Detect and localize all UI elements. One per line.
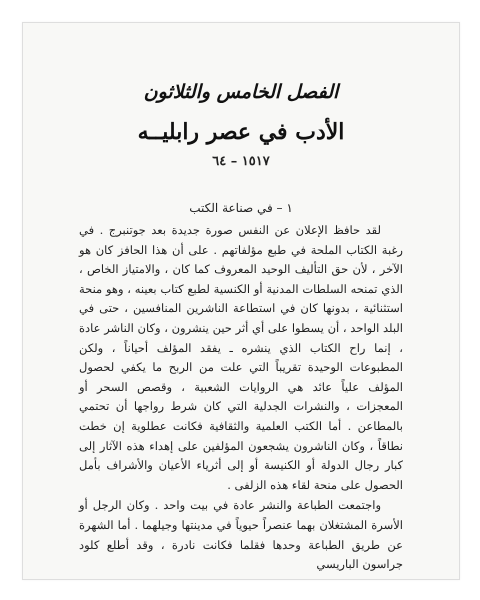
chapter-years: ١٥١٧ – ٦٤	[212, 154, 270, 169]
body-text	[79, 221, 403, 575]
section-heading: ١ – في صناعة الكتب	[189, 201, 293, 215]
paragraph: واجتمعت الطباعة والنشر عادة في بيت واحد . وكان الرجل أو الأسرة المشتغلان بهما عنصراً حيوياً في مدينتها وجيلهما . أما الشهرة عن طريق الطباعة وحدها فقلما فكانت نادرة ، وقد أطلع كلود جراسون الباريسي	[79, 498, 403, 572]
paragraph: لقد حافظ الإعلان عن النفس صورة جديدة بعد جوتنبرج . في رغبة الكتاب الملحة في طبع مؤلفاتهم . على أن هذا الحافز كان هو الآخر ، لأن حق التأليف الوحيد المعروف كما كان ، والامتياز الخاص ، الذي تمنحه السلطات المدنية أو الكنسية لطبع كتاب بعينه ، وهو منحة استثنائية ، بدونها كان في استطاعة الناشرين المنافسين ، حتى في البلد الواحد ، أن يسطوا على أي أثر حين ينشرون ، وكان الناشر عادة ، إنما راح الكتاب الذي ينشره ـ يفقد المؤلف أحياناً ، ولكن المطبوعات الوحيدة تقريباً التي علت من الربح ما يكفي لحصول المؤلف علياً عائد هي الروايات الشعبية ، وقصص السحر أو المعجزات ، والنشرات الجدلية التي كان شرط رواجها أن تحتمي بالمطاعن . أما الكتب العلمية والثقافية فكانت عطلوية إن خطت نطاقاً ، وكان الناشرون يشجعون المؤلفين على إهداء هذه الآثار إلى كبار رجال الدولة أو الكنيسة أو إلى أثرياء الأعيان والأشراف بأمل الحصول على منحة لقاء هذه الزلفى .	[79, 223, 403, 492]
chapter-title: الأدب في عصر رابليــه	[137, 119, 345, 145]
chapter-heading: الفصل الخامس والثلاثون	[143, 81, 339, 103]
book-page	[22, 22, 460, 580]
